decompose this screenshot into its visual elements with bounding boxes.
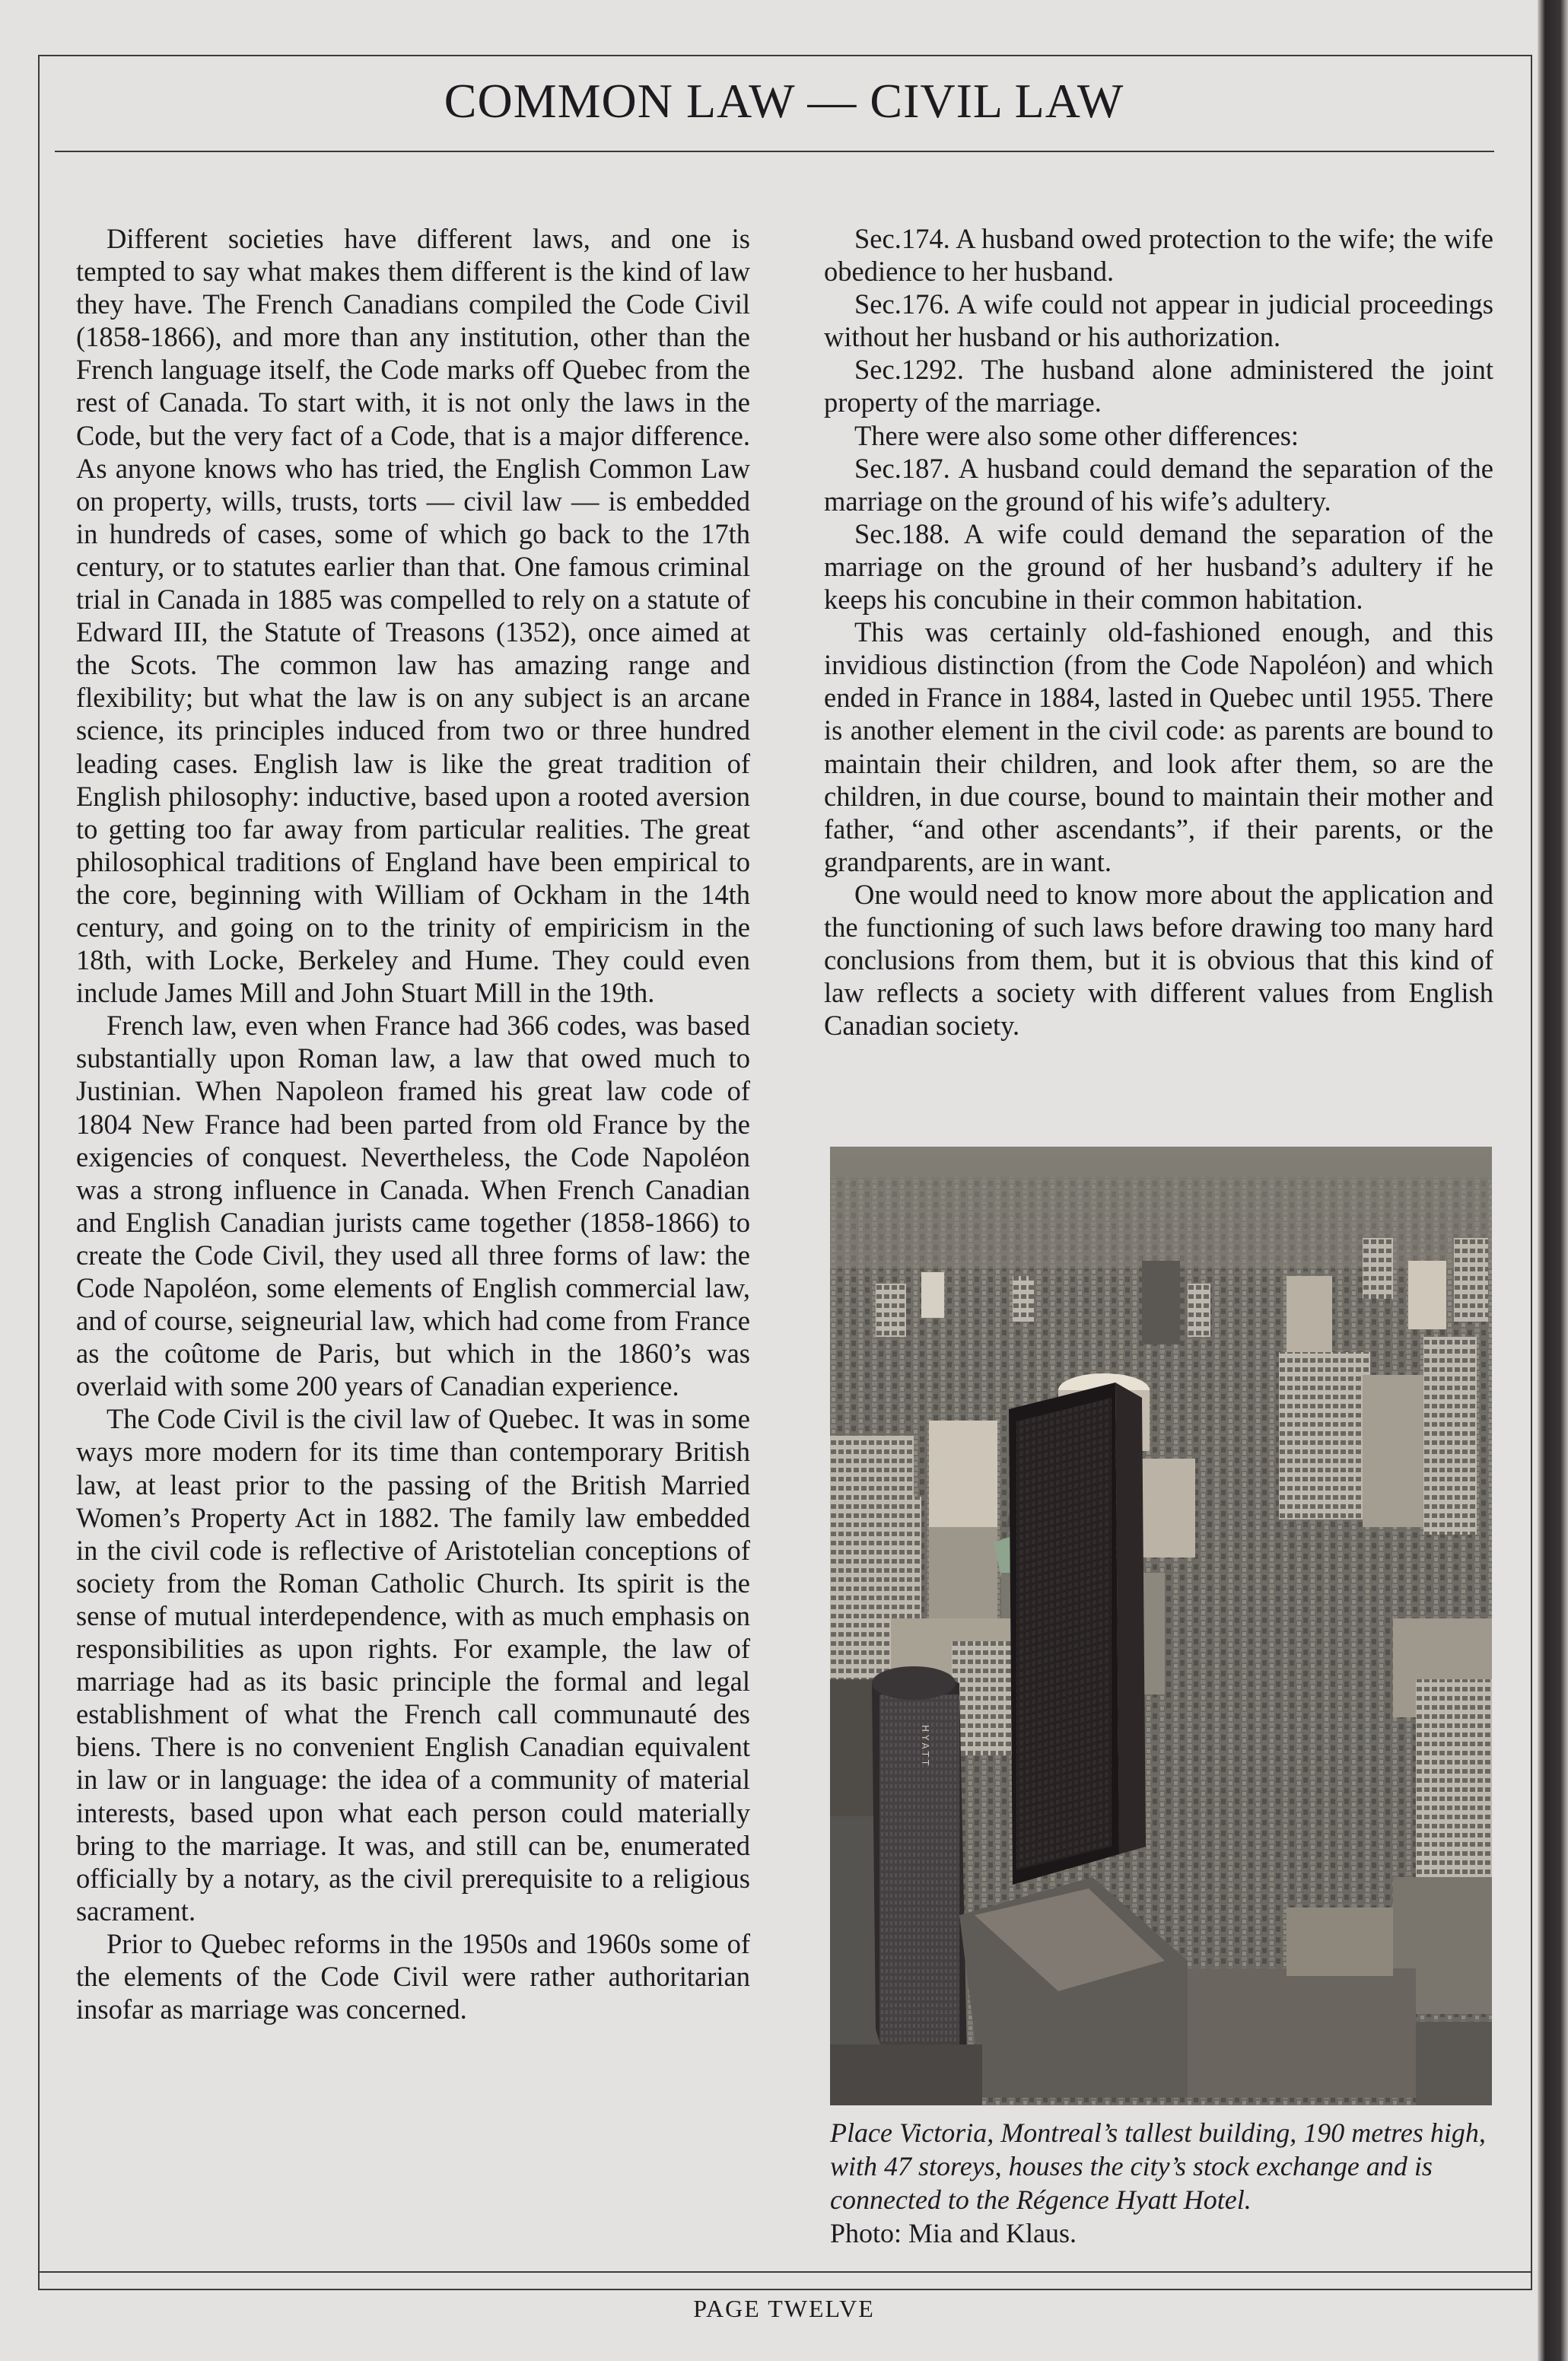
section-174: Sec.174. A husband owed protection to the wife; the wife obedience to her husband. [824, 223, 1493, 288]
page-number: PAGE TWELVE [693, 2295, 875, 2322]
photo-caption-block [830, 2116, 1500, 2250]
bottom-rule [38, 2271, 1532, 2273]
photo-caption: Place Victoria, Montreal’s tallest building, 190 metres high, with 47 storeys, houses the city’s stock exchange and is connected to the Régence Hyatt Hotel. [830, 2118, 1486, 2215]
right-column [824, 222, 1493, 1042]
paragraph-french-law: French law, even when France had 366 codes, was based substantially upon Roman law, a law that owed much to Justinian. When Napoleon framed his great law code of 1804 New France had been parted from old France by the exigencies of conquest. Nevertheless, the Code Napoléon was a strong influence in Canada. When French Canadian and English Canadian jurists came together (1858-1866) to create the Code Civil, they used all three forms of law: the Code Napoléon, some elements of English commercial law, and of course, seigneurial law, which had come from France as the coûtome de Paris, but which in the 1860’s was overlaid with some 200 years of Canadian experience. [76, 1010, 750, 1402]
paragraph-code-civil: The Code Civil is the civil law of Quebec. It was in some ways more modern for its time than contemporary British law, at least prior to the passing of the British Married Women’s Property Act in 1882. The family law embedded in the civil code is reflective of Aristotelian conceptions of society from the Roman Catholic Church. Its spirit is the sense of mutual interdependence, with as much emphasis on responsibilities as upon rights. For example, the law of marriage had as its basic principle the formal and legal establishment of what the French call communauté des biens. There is no convenient English Canadian equivalent in law or in language: the idea of a community of material interests, based upon what each person could materially bring to the marriage. It was, and still can be, enumerated officially by a notary, as the civil prerequisite to a religious sacrament. [76, 1403, 750, 1927]
paragraph-other-differences: There were also some other differences: [854, 419, 1299, 451]
section-188: Sec.188. A wife could demand the separation of the marriage on the ground of her husband’s adultery if he keeps his concubine in their common habitation. [824, 517, 1493, 616]
page-title: COMMON LAW — CIVIL LAW [444, 74, 1124, 128]
section-176: Sec.176. A wife could not appear in judicial proceedings without her husband or his authorization. [824, 288, 1493, 353]
paragraph-conclusion: One would need to know more about the application and the functioning of such laws before drawing too many hard conclusions from them, but it is obvious that this kind of law reflects a society with different values from English Canadian society. [824, 878, 1493, 1042]
title-rule [55, 151, 1494, 152]
paragraph-old-fashioned: This was certainly old-fashioned enough, and this invidious distinction (from the Code Napoléon) and which ended in France in 1884, lasted in Quebec until 1955. There is another element in the civil code: as parents are bound to maintain their children, and look after them, so are the children, in due course, bound to maintain their mother and father, “and other ascendants”, if their parents, or the grandparents, are in want. [824, 616, 1493, 877]
paragraph-common-law: Different societies have different laws, and one is tempted to say what makes them different is the kind of law they have. The French Canadians compiled the Code Civil (1858-1866), and more than any institution, other than the French language itself, the Code marks off Quebec from the rest of Canada. To start with, it is not only the laws in the Code, but the very fact of a Code, that is a major difference. As anyone knows who has tried, the English Common Law on property, wills, trusts, torts — civil law — is embedded in hundreds of cases, some of which go back to the 17th century, or to statutes earlier than that. One famous criminal trial in Canada in 1885 was compelled to rely on a statute of Edward III, the Statute of Treasons (1352), once aimed at the Scots. The common law has amazing range and flexibility; but what the law is on any subject is an arcane science, its principles induced from two or three hundred leading cases. English law is like the great tradition of English philosophy: inductive, based upon a rooted aversion to getting too far away from particular realities. The great philosophical traditions of England have been empirical to the core, beginning with William of Ockham in the 14th century, and going on to the trinity of empiricism in the 18th, with Locke, Berkeley and Hume. They could even include James Mill and John Stuart Mill in the 19th. [76, 223, 750, 1009]
paragraph-quebec-reforms: Prior to Quebec reforms in the 1950s and 1960s some of the elements of the Code Civil were rather authoritarian insofar as marriage was concerned. [76, 1927, 750, 2025]
place-victoria-photo [830, 1147, 1492, 2105]
section-1292: Sec.1292. The husband alone administered the joint property of the marriage. [824, 354, 1493, 418]
photo-credit: Photo: Mia and Klaus. [830, 2218, 1077, 2248]
section-187: Sec.187. A husband could demand the separation of the marriage on the ground of his wife’s adultery. [824, 452, 1493, 517]
left-column [76, 222, 750, 2025]
page-edge [1538, 0, 1568, 2361]
hyatt-sign: HYATT [920, 1725, 930, 1769]
